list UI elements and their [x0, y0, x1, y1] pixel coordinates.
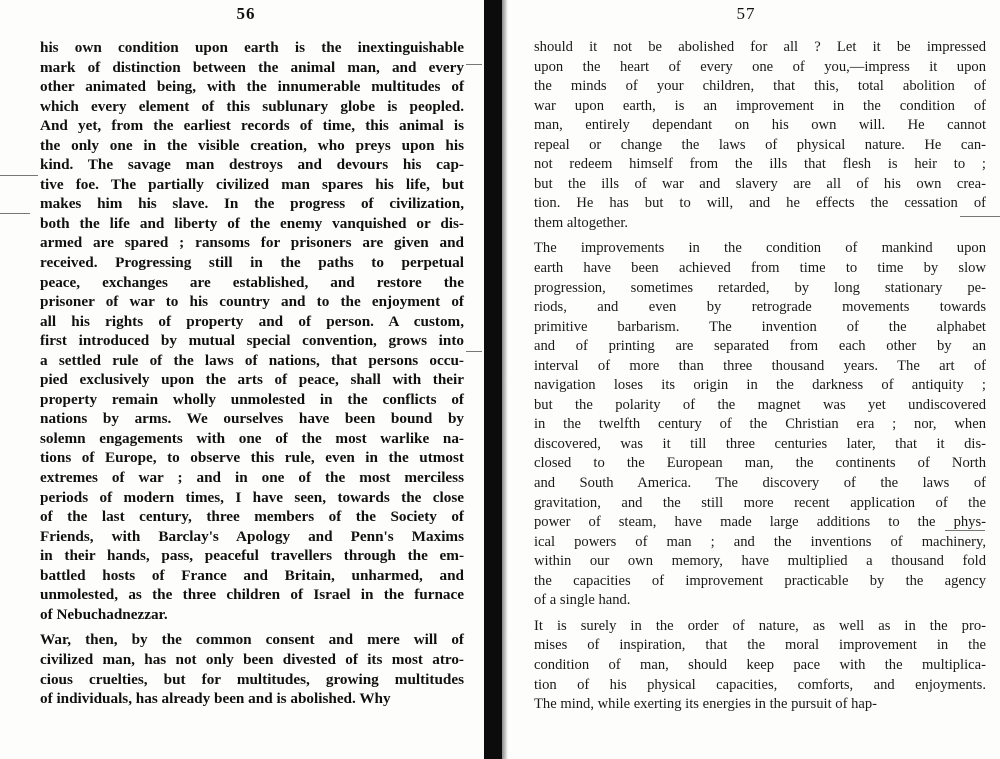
text-line: cious cruelties, but for multitudes, growing multitudes	[40, 670, 464, 688]
text-line: closed to the European man, the continents of North	[534, 455, 986, 472]
text-line: extremes of war ; and in one of the most merciless	[40, 469, 464, 487]
text-line: both the life and liberty of the enemy vanquished or dis-	[40, 214, 464, 232]
scan-mark	[466, 351, 482, 352]
text-line: other animated being, with the innumerable multitudes of	[40, 78, 464, 96]
text-line: solemn engagements with one of the most warlike na-	[40, 429, 464, 447]
text-line: primitive barbarism. The invention of the alphabet	[534, 318, 986, 335]
scan-mark	[466, 64, 482, 65]
text-line: upon the heart of every one of you,—impress it upon	[534, 58, 986, 75]
text-line: battled hosts of France and Britain, unharmed, and	[40, 566, 464, 584]
text-line: The improvements in the condition of mankind upon	[534, 240, 986, 257]
text-line: condition of man, should keep pace with the multiplica-	[534, 656, 986, 673]
scan-mark	[945, 530, 985, 531]
text-line: makes him his slave. In the progress of civilization,	[40, 195, 464, 213]
text-line: gravitation, and the still more recent application of the	[534, 494, 986, 511]
page-number-left: 56	[236, 4, 256, 23]
text-line: and of printing are separated from each other by an	[534, 338, 986, 355]
text-line: tive foe. The partially civilized man spares his life, but	[40, 175, 464, 193]
text-line: tion. He has but to will, and he effects the cessation of	[534, 195, 986, 212]
text-line: discovered, was it till three centuries later, that it dis-	[534, 435, 986, 452]
book-gutter	[484, 0, 502, 759]
text-line: not redeem himself from the ills that flesh is heir to ;	[534, 156, 986, 173]
text-line: of a single hand.	[534, 592, 631, 609]
text-line: pied exclusively upon the arts of peace, shall with their	[40, 371, 464, 389]
right-page	[502, 0, 1000, 759]
left-page-text	[40, 38, 464, 709]
text-line: And yet, from the earliest records of time, this animal is	[40, 117, 464, 135]
text-line: first introduced by mutual special convention, grows into	[40, 332, 464, 350]
text-line: periods of modern times, I have seen, towards the close	[40, 488, 464, 506]
text-line: prisoner of war to his country and to the enjoyment of	[40, 293, 464, 311]
text-line: war upon earth, is an improvement in the condition of	[534, 97, 986, 114]
text-line: riods, and even by retrograde movements towards	[534, 299, 986, 316]
text-line: unmolested, as the three children of Israel in the furnace	[40, 586, 464, 604]
text-line: within our own memory, have multiplied a thousand fold	[534, 553, 986, 570]
text-line: which every element of this sublunary globe is peopled.	[40, 97, 464, 115]
text-line: of Nebuchadnezzar.	[40, 605, 168, 623]
text-line: tion of his physical capacities, comforts, and enjoyments.	[534, 676, 986, 693]
text-line: nations by arms. We ourselves have been bound by	[40, 410, 464, 428]
text-line: the only one in the visible creation, who preys upon his	[40, 136, 464, 154]
text-line: of the last century, three members of the Society of	[40, 508, 464, 526]
text-line: Friends, with Barclay's Apology and Penn's Maxims	[40, 527, 464, 545]
page-number-right: 57	[736, 4, 756, 23]
text-line: interval of more than three thousand years. The art of	[534, 357, 986, 374]
text-line: should it not be abolished for all ? Let it be impressed	[534, 39, 986, 55]
text-line: ical powers of man ; and the inventions of machinery,	[534, 533, 986, 550]
right-page-text	[534, 38, 986, 715]
text-line: tions of Europe, to observe this rule, even in the utmost	[40, 449, 464, 467]
text-line: the capacities of improvement practicable by the agency	[534, 572, 986, 589]
text-line: progression, sometimes retarded, by long stationary pe-	[534, 279, 986, 296]
left-page	[0, 0, 482, 759]
text-line: a settled rule of the laws of nations, that persons occu-	[40, 351, 464, 369]
text-line: of individuals, has already been and is abolished. Why	[40, 690, 391, 708]
text-line: earth have been achieved from time to time by slow	[534, 260, 986, 277]
text-line: received. Progressing still in the paths to perpetual	[40, 254, 464, 272]
text-line: all his rights of property and of person. A custom,	[40, 312, 464, 330]
text-line: and South America. The discovery of the laws of	[534, 475, 986, 492]
text-line: repeal or change the laws of physical nature. He can-	[534, 136, 986, 153]
scan-mark	[0, 175, 38, 176]
text-line: but the ills of war and slavery are all of his own crea-	[534, 175, 986, 192]
text-line: property remain wholly unmolested in the conflicts of	[40, 390, 464, 408]
text-line: mises of inspiration, that the moral improvement in the	[534, 637, 986, 654]
text-line: man, entirely dependant on his own will. He cannot	[534, 117, 986, 134]
text-line: War, then, by the common consent and mere will of	[40, 631, 464, 649]
text-line: in their hands, pass, peaceful travellers through the em-	[40, 547, 464, 565]
text-line: power of steam, have made large additions to the phys-	[534, 514, 986, 531]
text-line: peace, exchanges are established, and restore the	[40, 273, 464, 291]
text-line: them altogether.	[534, 214, 629, 231]
text-line: but the polarity of the magnet was yet undiscovered	[534, 396, 986, 413]
scan-mark	[0, 213, 30, 214]
text-line: civilized man, has not only been divested of its most atro-	[40, 650, 464, 668]
scan-mark	[960, 216, 1000, 217]
text-line: It is surely in the order of nature, as well as in the pro-	[534, 617, 986, 634]
text-line: his own condition upon earth is the inextinguishable	[40, 39, 464, 56]
text-line: kind. The savage man destroys and devours his cap-	[40, 156, 464, 174]
text-line: in the twelfth century of the Christian era ; nor, when	[534, 416, 986, 433]
text-line: the minds of your children, that this, total abolition of	[534, 78, 986, 95]
text-line: navigation loses its origin in the darkness of antiquity ;	[534, 377, 986, 394]
text-line: armed are spared ; ransoms for prisoners are given and	[40, 234, 464, 252]
text-line: The mind, while exerting its energies in the pursuit of hap-	[534, 696, 878, 713]
text-line: mark of distinction between the animal man, and every	[40, 58, 464, 76]
